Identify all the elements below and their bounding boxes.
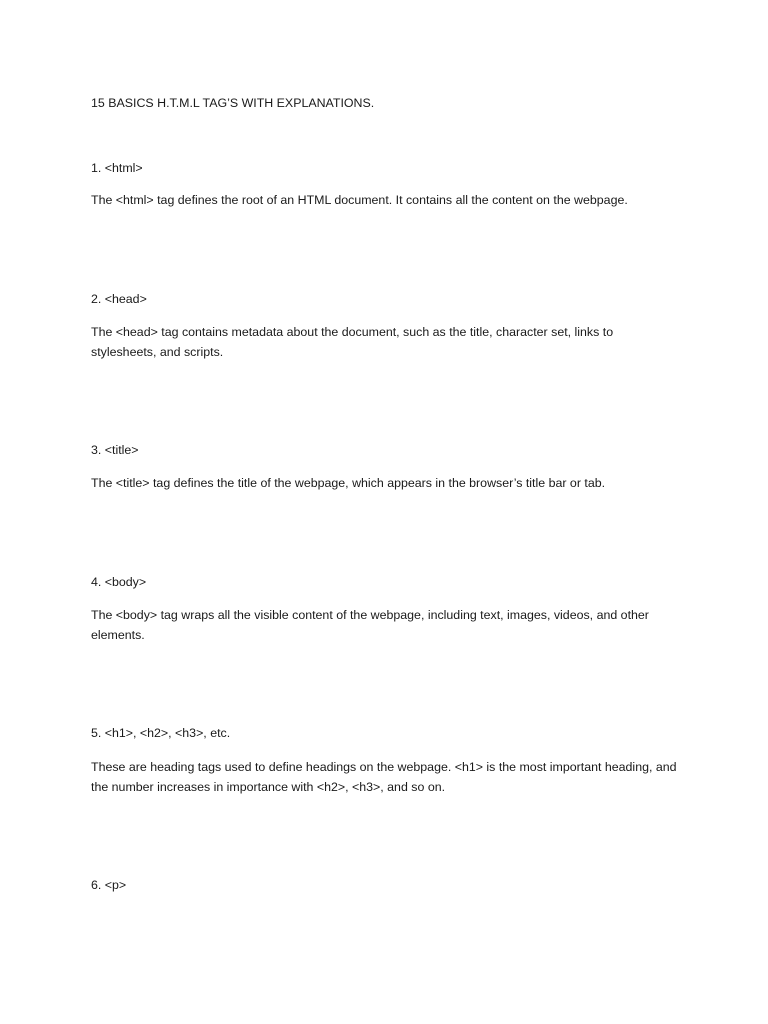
section-body-head: The <head> tag contains metadata about the document, such as the title, character set, links to stylesheets, and scripts. — [91, 325, 614, 359]
section-body-headings: These are heading tags used to define headings on the webpage. <h1> is the most important heading, and the number increases in importance with <h2>, <h3>, and so on. — [91, 760, 677, 794]
section-heading-head: 2. <head> — [91, 292, 147, 306]
section-body-html: The <html> tag defines the root of an HTML document. It contains all the content on the webpage. — [91, 193, 628, 207]
section-body-title: The <title> tag defines the title of the webpage, which appears in the browser’s title bar or tab. — [91, 476, 606, 490]
section-heading-html: 1. <html> — [91, 161, 143, 175]
document-title: 15 BASICS H.T.M.L TAG’S WITH EXPLANATIONS. — [91, 96, 375, 110]
section-heading-headings: 5. <h1>, <h2>, <h3>, etc. — [91, 726, 231, 740]
section-body-body: The <body> tag wraps all the visible content of the webpage, including text, images, videos, and other elements. — [91, 608, 649, 642]
section-heading-title: 3. <title> — [91, 443, 139, 457]
section-heading-body: 4. <body> — [91, 575, 147, 589]
section-heading-paragraph: 6. <p> — [91, 878, 127, 892]
